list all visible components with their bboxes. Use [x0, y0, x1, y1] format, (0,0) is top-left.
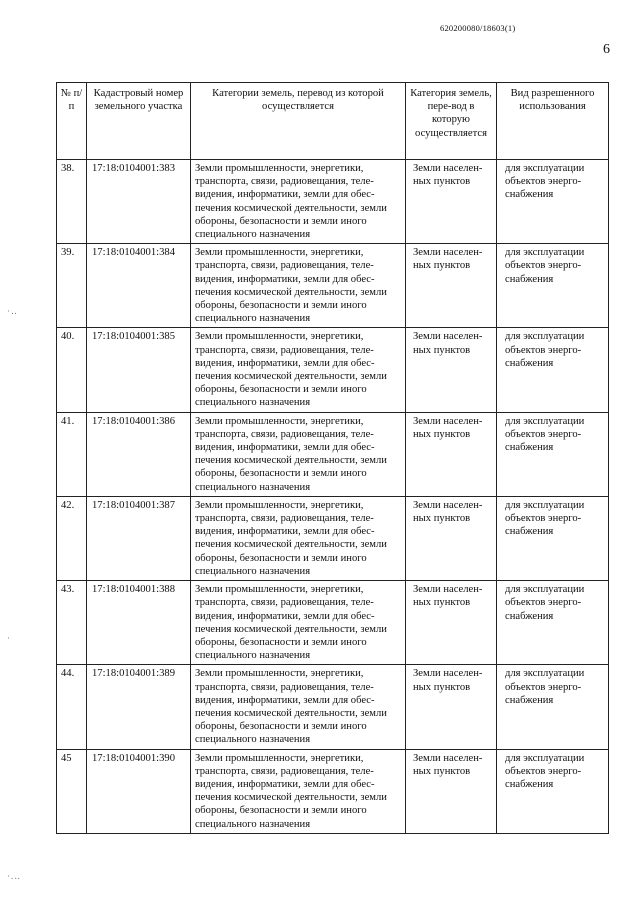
land-plots-table	[56, 82, 609, 834]
to-category-cell: Земли населен-ных пунктов	[406, 749, 497, 833]
permitted-use-cell: для эксплуатации объектов энерго-снабжения	[497, 496, 609, 580]
to-category-cell: Земли населен-ных пунктов	[406, 244, 497, 328]
cadastral-number-cell: 17:18:0104001:389	[87, 665, 191, 749]
from-category-cell: Земли промышленности, энергетики, транспорта, связи, радиовещания, теле-видения, информатики, земли для обес-печения космической деятельности, земли обороны, безопасности и земли иного специального назначения	[191, 749, 406, 833]
to-category-cell: Земли населен-ных пунктов	[406, 665, 497, 749]
from-category-cell: Земли промышленности, энергетики, транспорта, связи, радиовещания, теле-видения, информатики, земли для обес-печения космической деятельности, земли обороны, безопасности и земли иного специального назначения	[191, 496, 406, 580]
header-cadastral-number: Кадастровый номер земельного участка	[87, 83, 191, 160]
table-row	[57, 496, 609, 580]
cadastral-number-cell: 17:18:0104001:386	[87, 412, 191, 496]
header-row-number: № п/п	[57, 83, 87, 160]
to-category-cell: Земли населен-ных пунктов	[406, 328, 497, 412]
table-header-row	[57, 83, 609, 160]
margin-mark: ·	[7, 633, 11, 643]
document-registration-number: 620200080/18603(1)	[440, 23, 516, 33]
table-row	[57, 244, 609, 328]
header-to-category: Категория земель, пере-вод в которую осуществляется	[406, 83, 497, 160]
row-number-cell: 45	[57, 749, 87, 833]
from-category-cell: Земли промышленности, энергетики, транспорта, связи, радиовещания, теле-видения, информатики, земли для обес-печения космической деятельности, земли обороны, безопасности и земли иного специального назначения	[191, 160, 406, 244]
to-category-cell: Земли населен-ных пунктов	[406, 160, 497, 244]
cadastral-number-cell: 17:18:0104001:387	[87, 496, 191, 580]
to-category-cell: Земли населен-ных пунктов	[406, 581, 497, 665]
row-number-cell: 38.	[57, 160, 87, 244]
row-number-cell: 41.	[57, 412, 87, 496]
row-number-cell: 42.	[57, 496, 87, 580]
margin-mark: ·.‥	[7, 871, 22, 881]
table-row	[57, 412, 609, 496]
header-from-category: Категории земель, перевод из которой осуществляется	[191, 83, 406, 160]
permitted-use-cell: для эксплуатации объектов энерго-снабжения	[497, 328, 609, 412]
header-permitted-use: Вид разрешенного использования	[497, 83, 609, 160]
table-row	[57, 160, 609, 244]
cadastral-number-cell: 17:18:0104001:384	[87, 244, 191, 328]
row-number-cell: 39.	[57, 244, 87, 328]
table-body	[57, 160, 609, 834]
table-row	[57, 328, 609, 412]
row-number-cell: 43.	[57, 581, 87, 665]
permitted-use-cell: для эксплуатации объектов энерго-снабжения	[497, 412, 609, 496]
table-row	[57, 665, 609, 749]
permitted-use-cell: для эксплуатации объектов энерго-снабжения	[497, 749, 609, 833]
from-category-cell: Земли промышленности, энергетики, транспорта, связи, радиовещания, теле-видения, информатики, земли для обес-печения космической деятельности, земли обороны, безопасности и земли иного специального назначения	[191, 244, 406, 328]
to-category-cell: Земли населен-ных пунктов	[406, 412, 497, 496]
margin-mark: ·‥	[7, 306, 18, 316]
cadastral-number-cell: 17:18:0104001:390	[87, 749, 191, 833]
from-category-cell: Земли промышленности, энергетики, транспорта, связи, радиовещания, теле-видения, информатики, земли для обес-печения космической деятельности, земли обороны, безопасности и земли иного специального назначения	[191, 665, 406, 749]
permitted-use-cell: для эксплуатации объектов энерго-снабжения	[497, 665, 609, 749]
to-category-cell: Земли населен-ных пунктов	[406, 496, 497, 580]
from-category-cell: Земли промышленности, энергетики, транспорта, связи, радиовещания, теле-видения, информатики, земли для обес-печения космической деятельности, земли обороны, безопасности и земли иного специального назначения	[191, 581, 406, 665]
row-number-cell: 40.	[57, 328, 87, 412]
from-category-cell: Земли промышленности, энергетики, транспорта, связи, радиовещания, теле-видения, информатики, земли для обес-печения космической деятельности, земли обороны, безопасности и земли иного специального назначения	[191, 412, 406, 496]
permitted-use-cell: для эксплуатации объектов энерго-снабжения	[497, 160, 609, 244]
cadastral-number-cell: 17:18:0104001:383	[87, 160, 191, 244]
row-number-cell: 44.	[57, 665, 87, 749]
page-number: 6	[603, 42, 610, 57]
cadastral-number-cell: 17:18:0104001:388	[87, 581, 191, 665]
from-category-cell: Земли промышленности, энергетики, транспорта, связи, радиовещания, теле-видения, информатики, земли для обес-печения космической деятельности, земли обороны, безопасности и земли иного специального назначения	[191, 328, 406, 412]
permitted-use-cell: для эксплуатации объектов энерго-снабжения	[497, 581, 609, 665]
table-row	[57, 749, 609, 833]
cadastral-number-cell: 17:18:0104001:385	[87, 328, 191, 412]
table-row	[57, 581, 609, 665]
permitted-use-cell: для эксплуатации объектов энерго-снабжения	[497, 244, 609, 328]
